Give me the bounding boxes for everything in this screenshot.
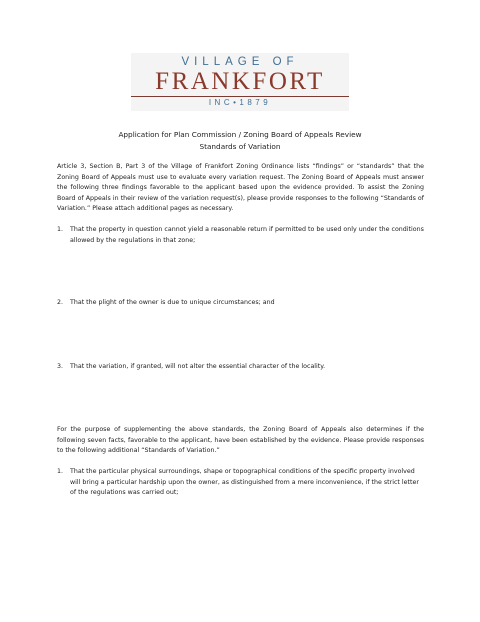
additional-standard-1-text: That the particular physical surroundings, shape or topographical conditions of the specific property involved will bring a particular hardship upon the owner, as distinguished from a mere inconvenience, if the strict letter of the regulations was carried out; [70,468,419,496]
intro-paragraph: Article 3, Section B, Part 3 of the Village of Frankfort Zoning Ordinance lists “findings” or “standards” that the Zoning Board of Appeals must use to evaluate every variation request. The Zoning Board of Appeals must answer the following three findings favorable to the applicant based upon the evidence provided. To assist the Zoning Board of Appeals in their review of the variation request(s), please provide responses to the following “Standards of Variation.” Please attach additional pages as necessary. [57,163,424,212]
village-logo [131,53,349,111]
standard-3 [57,362,424,373]
additional-standard-1-number: 1. [57,468,64,475]
logo-frankfort: FRANKFORT [155,68,325,95]
standard-1-text: That the property in question cannot yield a reasonable return if permitted to be used only under the conditions allowed by the regulations in that zone; [70,226,424,244]
logo-incorporated: INC•1879 [208,98,272,107]
standard-2 [57,298,424,309]
standard-2-number: 2. [57,299,64,306]
document-title: Application for Plan Commission / Zoning Board of Appeals Review [118,130,362,139]
standard-3-number: 3. [57,363,64,370]
standard-3-text: That the variation, if granted, will not alter the essential character of the locality. [70,363,326,370]
logo-village-of: VILLAGE OF [181,56,299,68]
standard-1-number: 1. [57,226,64,233]
standard-1 [57,225,424,246]
document-subtitle: Standards of Variation [199,142,281,151]
additional-standard-1 [57,467,424,499]
supplement-paragraph: For the purpose of supplementing the above standards, the Zoning Board of Appeals also determines if the following seven facts, favorable to the applicant, have been established by the evidence. Please provide responses to the following additional “Standards of Variation.” [57,426,424,454]
standard-2-text: That the plight of the owner is due to unique circumstances; and [70,299,275,306]
logo-divider [131,96,349,97]
